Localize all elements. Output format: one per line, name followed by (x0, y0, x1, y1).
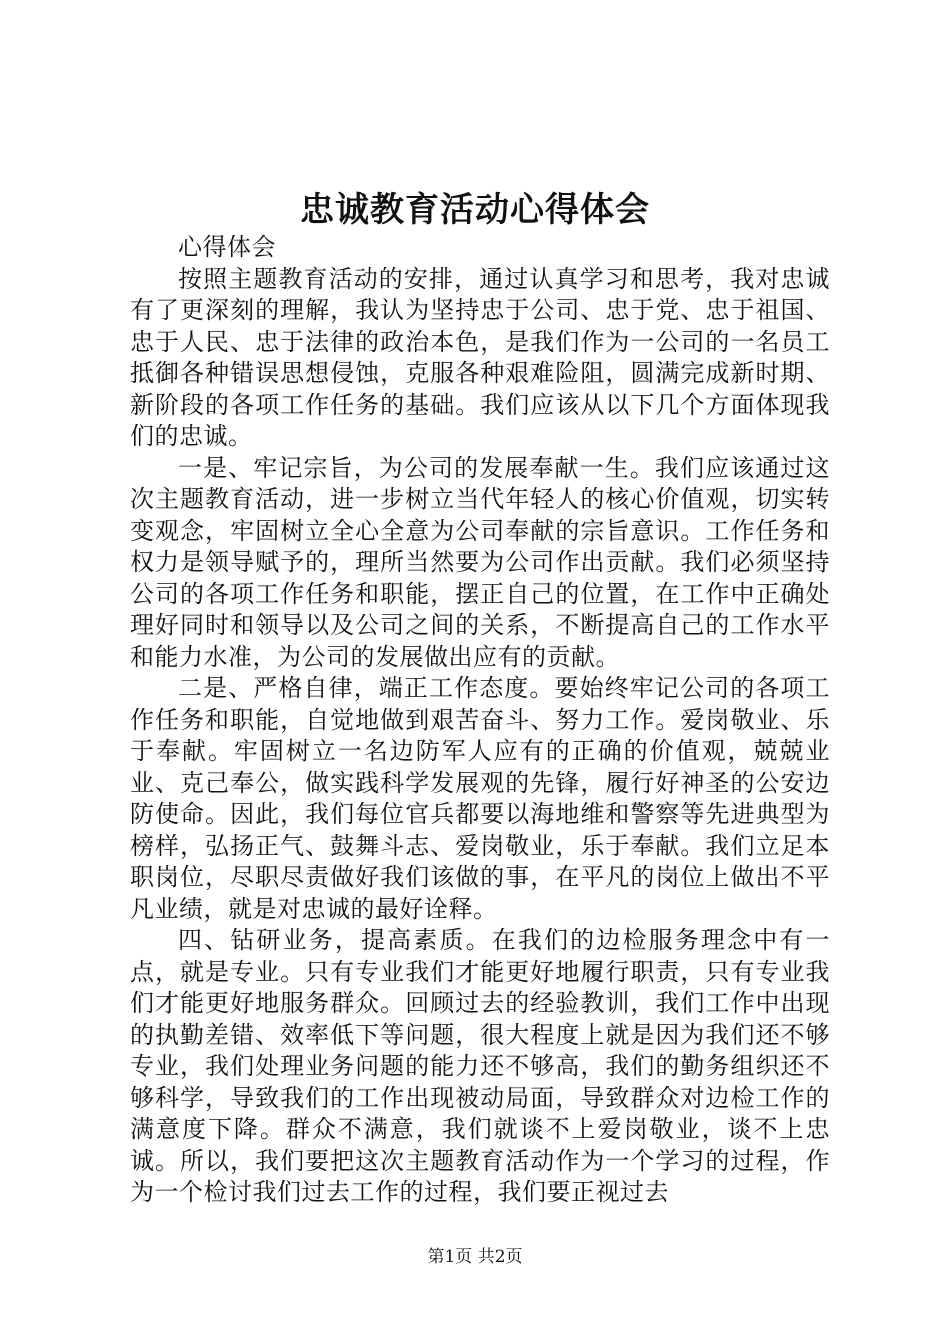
paragraph-heading: 心得体会 (178, 233, 276, 261)
paragraph-point-four: 四、钻研业务，提高素质。在我们的边检服务理念中有一点，就是专业。只有专业我们才能更好地履行职责，只有专业我们才能更好地服务群众。回顾过去的经验教训，我们工作中出现的执勤差错、效率低下等问题，很大程度上就是因为我们还不够专业，我们处理业务问题的能力还不够高，我们的勤务组织还不够科学，导致我们的工作出现被动局面，导致群众对边检工作的满意度下降。群众不满意，我们就谈不上爱岗敬业，谈不上忠诚。所以，我们要把这次主题教育活动作为一个学习的过程，作为一个检讨我们过去工作的过程，我们要正视过去 (130, 926, 830, 1206)
page-number-footer: 第1页 共2页 (427, 1247, 523, 1267)
paragraph-point-one: 一是、牢记宗旨，为公司的发展奉献一生。我们应该通过这次主题教育活动，进一步树立当代年轻人的核心价值观，切实转变观念，牢固树立全心全意为公司奉献的宗旨意识。工作任务和权力是领导赋予的，理所当然要为公司作出贡献。我们必须坚持公司的各项工作任务和职能，摆正自己的位置，在工作中正确处理好同时和领导以及公司之间的关系，不断提高自己的工作水平和能力水准，为公司的发展做出应有的贡献。 (130, 453, 830, 671)
document-body (130, 232, 830, 1209)
paragraph-point-two: 二是、严格自律，端正工作态度。要始终牢记公司的各项工作任务和职能，自觉地做到艰苦奋斗、努力工作。爱岗敬业、乐于奉献。牢固树立一名边防军人应有的正确的价值观，兢兢业业、克己奉公，做实践科学发展观的先锋，履行好神圣的公安边防使命。因此，我们每位官兵都要以海地维和警察等先进典型为榜样，弘扬正气、鼓舞斗志、爱岗敬业，乐于奉献。我们立足本职岗位，尽职尽责做好我们该做的事，在平凡的岗位上做出不平凡业绩，就是对忠诚的最好诠释。 (130, 674, 830, 923)
paragraph-intro: 按照主题教育活动的安排，通过认真学习和思考，我对忠诚有了更深刻的理解，我认为坚持忠于公司、忠于党、忠于祖国、忠于人民、忠于法律的政治本色，是我们作为一公司的一名员工抵御各种错误思想侵蚀，克服各种艰难险阻，圆满完成新时期、新阶段的各项工作任务的基础。我们应该从以下几个方面体现我们的忠诚。 (130, 264, 830, 450)
document-title: 忠诚教育活动心得体会 (300, 190, 650, 230)
